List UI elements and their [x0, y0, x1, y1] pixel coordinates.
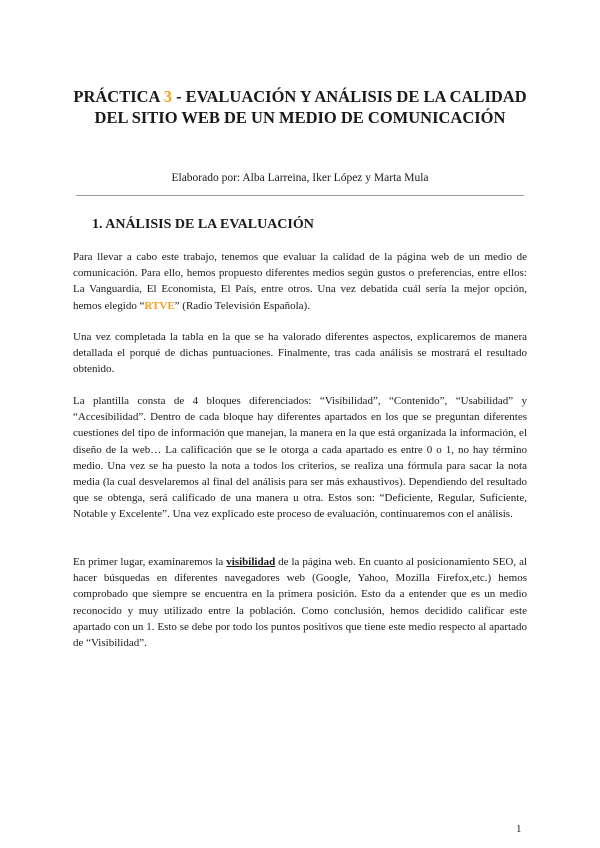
paragraph-intro-text: Para llevar a cabo este trabajo, tenemos que evaluar la calidad de la página web de un medio de comunicación. Para ello, hemos propuesto diferentes medios según gustos o preferencias, entre ellos: La Vanguardia, El Economista, El País, entre otros. Una vez debatida cuál sería la mejor opción, hemos elegido “ — [73, 251, 527, 312]
authors-line: Elaborado por: Alba Larreina, Iker López y Marta Mula — [171, 172, 429, 184]
document-title — [60, 86, 540, 128]
highlight-visibilidad: visibilidad — [226, 556, 276, 568]
paragraph-intro-tail: ” (Radio Televisión Española). — [174, 299, 310, 312]
separator-line — [76, 195, 524, 196]
page-number: 1 — [516, 823, 522, 835]
section-heading: 1. ANÁLISIS DE LA EVALUACIÓN — [92, 217, 314, 232]
paragraph-visibility — [73, 554, 527, 651]
paragraph-template: La plantilla consta de 4 bloques diferenciados: “Visibilidad”, “Contenido”, “Usabilidad” y “Accesibilidad”. Dentro de cada bloque hay diferentes apartados en los que se preguntan diferentes cuestiones del tipo de información que manejan, la manera en la que está organizada la información, el diseño de la web… La calificación que se le otorga a cada apartado es entre 0 o 1, no hay término medio. Una vez se ha puesto la nota a todos los criterios, se realiza una fórmula para sacar la nota media (la cual desvelaremos al final del análisis para ser más exhaustivos). Dependiendo del resultado que se obtenga, será calificado de una manera u otra. Estos son: “Deficiente, Regular, Suficiente, Notable y Excelente”. Una vez explicado este proceso de evaluación, continuaremos con el análisis. — [73, 395, 527, 521]
highlight-rtve: RTVE — [144, 299, 175, 312]
title-prefix: PRÁCTICA — [73, 87, 164, 106]
title-rest: - EVALUACIÓN Y ANÁLISIS DE LA CALIDAD DEL SITIO WEB DE UN MEDIO DE COMUNICACIÓN — [94, 87, 527, 127]
paragraph-visibility-text: En primer lugar, examinaremos la — [73, 556, 227, 568]
paragraph-intro — [73, 249, 527, 314]
paragraph-method: Una vez completada la tabla en la que se ha valorado diferentes aspectos, explicaremos de manera detallada el porqué de dichas puntuaciones. Finalmente, tras cada análisis se mostrará el resultado obtenido. — [73, 331, 527, 376]
title-practice-number: 3 — [163, 87, 172, 106]
paragraph-visibility-tail: de la página web. En cuanto al posicionamiento SEO, al hacer búsquedas en diferentes navegadores web (Google, Yahoo, Mozilla Firefox,etc.) hemos comprobado que siempre se encuentra en la primera posición. Esto da a entender que es un medio reconocido y muy utilizado entre la población. Como conclusión, hemos decidido calificar este apartado con un 1. Esto se debe por todo los puntos positivos que tiene este medio respecto al apartado de “Visibilidad”. — [73, 556, 528, 650]
